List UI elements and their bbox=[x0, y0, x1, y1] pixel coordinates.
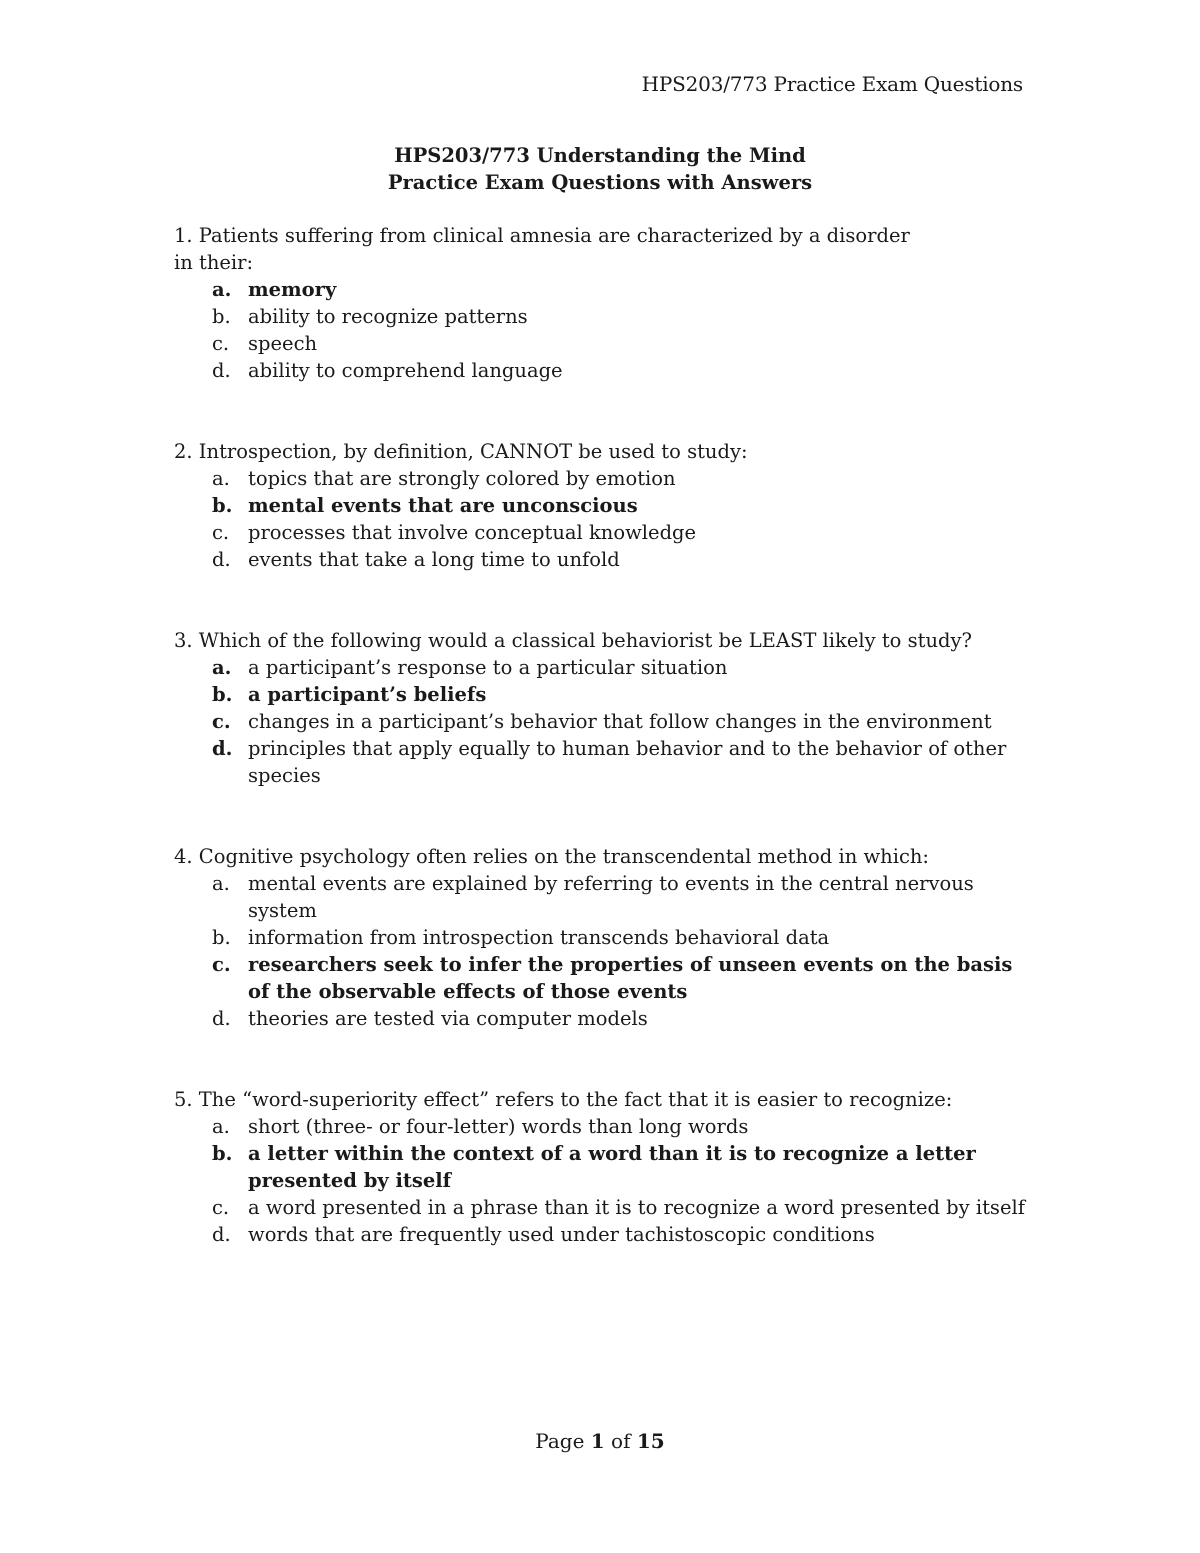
option-text: a participant’s response to a particular situation bbox=[248, 656, 728, 679]
option-text: changes in a participant’s behavior that follow changes in the environment bbox=[248, 710, 992, 733]
option-letter: d. bbox=[212, 359, 231, 382]
option-letter: d. bbox=[212, 548, 231, 571]
question-5 bbox=[174, 1086, 1034, 1248]
option bbox=[174, 1113, 1034, 1140]
question-spacer bbox=[174, 384, 1034, 438]
option bbox=[174, 654, 1034, 681]
total-pages: 15 bbox=[636, 1429, 665, 1453]
question-4-stem: 4. Cognitive psychology often relies on the transcendental method in which: bbox=[174, 845, 929, 868]
option-text: ability to comprehend language bbox=[248, 359, 563, 382]
question-spacer bbox=[174, 573, 1034, 627]
option-text: mental events that are unconscious bbox=[248, 494, 638, 517]
option bbox=[174, 1194, 1034, 1221]
question-1 bbox=[174, 222, 1034, 384]
option bbox=[174, 681, 1034, 708]
option-text: topics that are strongly colored by emotion bbox=[248, 467, 676, 490]
option-text: principles that apply equally to human behavior and to the behavior of other species bbox=[248, 737, 1007, 787]
option-text: mental events are explained by referring to events in the central nervous system bbox=[248, 872, 974, 922]
option bbox=[174, 492, 1034, 519]
option-text: a word presented in a phrase than it is to recognize a word presented by itself bbox=[248, 1196, 1025, 1219]
option bbox=[174, 276, 1034, 303]
question-2-stem: 2. Introspection, by definition, CANNOT be used to study: bbox=[174, 440, 748, 463]
option-text: speech bbox=[248, 332, 318, 355]
question-3-stem: 3. Which of the following would a classical behaviorist be LEAST likely to study? bbox=[174, 629, 972, 652]
option-text: researchers seek to infer the properties of unseen events on the basis of the observable effects of those events bbox=[248, 953, 1013, 1003]
option bbox=[174, 303, 1034, 330]
option-letter: b. bbox=[212, 1142, 233, 1165]
running-header: HPS203/773 Practice Exam Questions bbox=[641, 72, 1023, 96]
option bbox=[174, 951, 1034, 1005]
option-text: memory bbox=[248, 278, 337, 301]
question-1-stem: 1. Patients suffering from clinical amnesia are characterized by a disorder bbox=[174, 224, 910, 247]
question-5-stem: 5. The “word-superiority effect” refers to the fact that it is easier to recognize: bbox=[174, 1088, 953, 1111]
option-text: short (three- or four-letter) words than long words bbox=[248, 1115, 749, 1138]
option-letter: a. bbox=[212, 467, 230, 490]
option-text: processes that involve conceptual knowledge bbox=[248, 521, 697, 544]
question-spacer bbox=[174, 789, 1034, 843]
title-line-1: HPS203/773 Understanding the Mind bbox=[394, 144, 806, 167]
option-text: information from introspection transcends behavioral data bbox=[248, 926, 830, 949]
option-letter: a. bbox=[212, 656, 232, 679]
of-word: of bbox=[611, 1429, 631, 1453]
option bbox=[174, 519, 1034, 546]
option bbox=[174, 1140, 1034, 1194]
option-letter: d. bbox=[212, 1223, 231, 1246]
question-list bbox=[174, 222, 1034, 1248]
question-4 bbox=[174, 843, 1034, 1032]
option bbox=[174, 924, 1034, 951]
option-letter: c. bbox=[212, 332, 230, 355]
option-letter: c. bbox=[212, 710, 231, 733]
option-letter: d. bbox=[212, 1007, 231, 1030]
question-3 bbox=[174, 627, 1034, 789]
page-footer bbox=[0, 1429, 1200, 1453]
option bbox=[174, 708, 1034, 735]
option-text: a participant’s beliefs bbox=[248, 683, 487, 706]
option-letter: b. bbox=[212, 494, 233, 517]
question-1-options bbox=[174, 276, 1034, 384]
option bbox=[174, 330, 1034, 357]
option bbox=[174, 870, 1034, 924]
question-spacer bbox=[174, 1032, 1034, 1086]
option-letter: b. bbox=[212, 305, 231, 328]
option-letter: c. bbox=[212, 953, 231, 976]
option-letter: d. bbox=[212, 737, 233, 760]
question-2-options bbox=[174, 465, 1034, 573]
option bbox=[174, 465, 1034, 492]
page-number: 1 bbox=[590, 1429, 605, 1453]
option-letter: b. bbox=[212, 926, 231, 949]
option-text: theories are tested via computer models bbox=[248, 1007, 648, 1030]
option-letter: b. bbox=[212, 683, 233, 706]
question-3-options bbox=[174, 654, 1034, 789]
question-2 bbox=[174, 438, 1034, 573]
option-letter: a. bbox=[212, 872, 230, 895]
option-letter: a. bbox=[212, 1115, 230, 1138]
option-text: events that take a long time to unfold bbox=[248, 548, 620, 571]
question-1-stem-cont: in their: bbox=[174, 251, 254, 274]
option-letter: a. bbox=[212, 278, 232, 301]
option bbox=[174, 1221, 1034, 1248]
option bbox=[174, 735, 1034, 789]
option-letter: c. bbox=[212, 1196, 230, 1219]
page-word: Page bbox=[535, 1429, 585, 1453]
option-text: words that are frequently used under tachistoscopic conditions bbox=[248, 1223, 875, 1246]
question-4-options bbox=[174, 870, 1034, 1032]
option-text: a letter within the context of a word than it is to recognize a letter presented by itself bbox=[248, 1142, 976, 1192]
question-5-options bbox=[174, 1113, 1034, 1248]
document-title bbox=[0, 142, 1200, 196]
title-line-2: Practice Exam Questions with Answers bbox=[387, 171, 813, 194]
option-text: ability to recognize patterns bbox=[248, 305, 528, 328]
option bbox=[174, 546, 1034, 573]
option bbox=[174, 1005, 1034, 1032]
option bbox=[174, 357, 1034, 384]
option-letter: c. bbox=[212, 521, 230, 544]
